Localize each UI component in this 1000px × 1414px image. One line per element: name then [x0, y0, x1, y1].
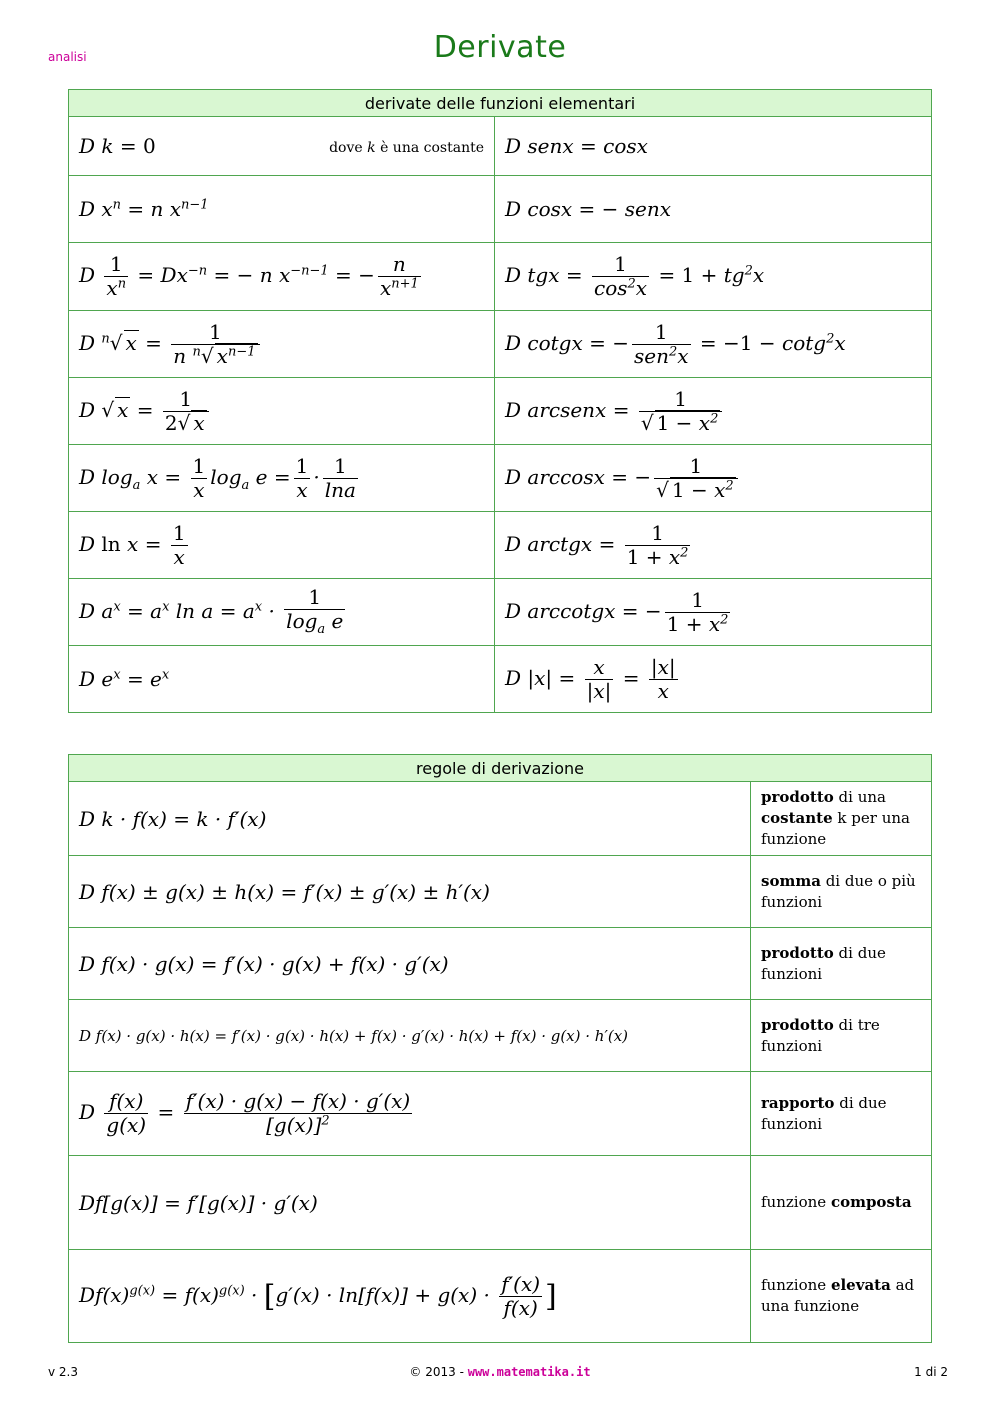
formula-ln: D ln x = $\frac{1}{x}$ — [69, 512, 495, 579]
rule-description: rapporto di due funzioni — [751, 1072, 932, 1156]
rule-description: funzione elevata ad una funzione — [751, 1250, 932, 1343]
formula-cos: D cosx = − senx — [495, 176, 932, 243]
formula-sqrt: D √ x = $\frac{1}{2√ x}$ — [69, 378, 495, 445]
rule-function-power: $Df(x)^{g(x)} = f(x)^{g(x)} \cdot [g'(x) \cdot \ln[f(x)] + g(x)$ · $\frac{f'(x)}{f(x)}$ ] — [69, 1250, 751, 1343]
page-number: 1 di 2 — [914, 1365, 948, 1379]
rule-description: prodotto di due funzioni — [751, 928, 932, 1000]
elementary-table-title: derivate delle funzioni elementari — [69, 90, 932, 117]
site-link[interactable]: www.matematika.it — [467, 1365, 591, 1379]
formula-exponential-e: D $e^x = e^x$ — [69, 646, 495, 713]
formula-cot: D cotgx = − $\frac{1}{sen^2x}$ = −1 − cotg$^2$x — [495, 311, 932, 378]
rule-product-two: D f(x) · g(x) = f′(x) · g(x) + f(x) · g′(x) — [69, 928, 751, 1000]
formula-sin: D senx = cosx — [495, 117, 932, 176]
formula-nth-root: D $^n$√ x = $\frac{1}{n ^n√ x^{n-1}}$ — [69, 311, 495, 378]
page-title: Derivate — [433, 30, 567, 65]
formula-log: D $\log_a x$ = $\frac{1}{x}$ $\log_a e$ = $\frac{1}{x}$ · $\frac{1}{\ln a}$ — [69, 445, 495, 512]
rule-sum: D f(x) ± g(x) ± h(x) = f′(x) ± g′(x) ± h′(x) — [69, 856, 751, 928]
rule-constant-product: D k · f(x) = k · f′(x) — [69, 782, 751, 856]
formula-arccos: D arccosx = − $\frac{1}{√ 1 - x^2}$ — [495, 445, 932, 512]
formula-exponential-a: D $a^x = a^x$ $\ln a = a^x$ · $\frac{1}{\log_a e}$ — [69, 579, 495, 646]
formula-constant: D k = 0 dove k è una costante — [69, 117, 495, 176]
formula-abs: D |x| = $\frac{x}{|x|}$ = $\frac{|x|}{x}$ — [495, 646, 932, 713]
version-label: v 2.3 — [48, 1365, 78, 1379]
rule-description: prodotto di una costante k per una funzione — [751, 782, 932, 856]
rule-quotient: D $\frac{f(x)}{g(x)}$ = $\frac{f'(x) \cdot g(x) - f(x) \cdot g'(x)}{[g(x)]^2}$ — [69, 1072, 751, 1156]
rule-description: prodotto di tre funzioni — [751, 1000, 932, 1072]
formula-arcsin: D arcsenx = $\frac{1}{√ 1 - x^2}$ — [495, 378, 932, 445]
derivation-rules-table — [68, 754, 932, 1343]
formula-arccot: D arccotgx = − $\frac{1}{1 + x^2}$ — [495, 579, 932, 646]
copyright-text: © 2013 - — [409, 1365, 468, 1379]
formula-arctan: D arctgx = $\frac{1}{1 + x^2}$ — [495, 512, 932, 579]
rule-product-three: D f(x) · g(x) · h(x) = f′(x) · g(x) · h(x) + f(x) · g′(x) · h(x) + f(x) · g(x) · h′(x) — [69, 1000, 751, 1072]
formula-reciprocal-power: D $\frac{1}{x^n}$ = $Dx^{-n}$ = − n $x^{-n-1}$ = − $\frac{n}{x^{n+1}}$ — [69, 243, 495, 311]
rule-composite: Df[g(x)] = f′[g(x)] · g′(x) — [69, 1156, 751, 1250]
formula-power: D $x^n = n$ $x^{n-1}$ — [69, 176, 495, 243]
topic-label: analisi — [48, 50, 87, 64]
constant-note: dove k è una costante — [329, 140, 484, 156]
rule-description: funzione composta — [751, 1156, 932, 1250]
elementary-derivatives-table — [68, 89, 932, 713]
copyright-footer — [0, 1365, 1000, 1379]
rule-description: somma di due o più funzioni — [751, 856, 932, 928]
rules-table-title: regole di derivazione — [69, 755, 932, 782]
formula-tan: D tgx = $\frac{1}{\cos^2x}$ = $1 + tg^2x$ — [495, 243, 932, 311]
